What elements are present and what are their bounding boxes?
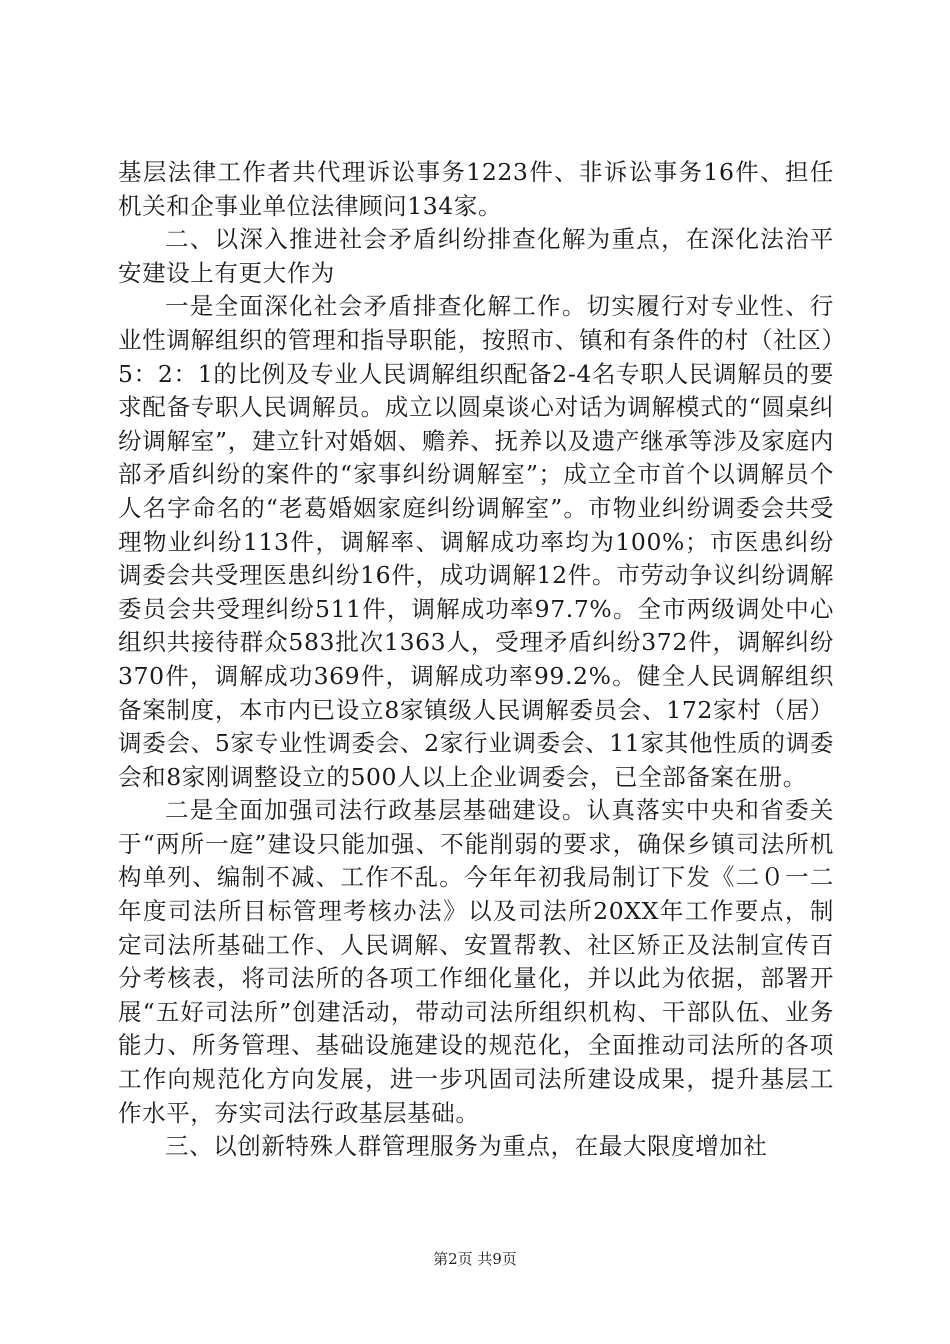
document-body xyxy=(118,156,834,1164)
paragraph-continuation: 基层法律工作者共代理诉讼事务1223件、非诉讼事务16件、担任机关和企事业单位法律顾问134家。 xyxy=(118,158,834,220)
paragraph-grassroots-construction: 二是全面加强司法行政基层基础建设。认真落实中央和省委关于“两所一庭”建设只能加强、不能削弱的要求，确保乡镇司法所机构单列、编制不减、工作不乱。今年年初我局制订下发《二０一二年度司法所目标管理考核办法》以及司法所20XX年工作要点，制定司法所基础工作、人民调解、安置帮教、社区矫正及法制宣传百分考核表，将司法所的各项工作细化量化，并以此为依据，部署开展“五好司法所”创建活动，带动司法所组织机构、干部队伍、业务能力、所务管理、基础设施建设的规范化，全面推动司法所的各项工作向规范化方向发展，进一步巩固司法所建设成果，提升基层工作水平，夯实司法行政基层基础。 xyxy=(118,796,834,1127)
paragraph-dispute-resolution: 一是全面深化社会矛盾排查化解工作。切实履行对专业性、行业性调解组织的管理和指导职能，按照市、镇和有条件的村（社区）5：2：1的比例及专业人民调解组织配备2-4名专职人民调解员的要求配备专职人民调解员。成立以圆桌谈心对话为调解模式的“圆桌纠纷调解室”，建立针对婚姻、赡养、抚养以及遗产继承等涉及家庭内部矛盾纠纷的案件的“家事纠纷调解室”；成立全市首个以调解员个人名字命名的“老葛婚姻家庭纠纷调解室”。市物业纠纷调委会共受理物业纠纷113件，调解率、调解成功率均为100%；市医患纠纷调委会共受理医患纠纷16件，成功调解12件。市劳动争议纠纷调解委员会共受理纠纷511件，调解成功率97.7%。全市两级调处中心组织共接待群众583批次1363人，受理矛盾纠纷372件，调解纠纷370件，调解成功369件，调解成功率99.2%。健全人民调解组织备案制度，本市内已设立8家镇级人民调解委员会、172家村（居）调委会、5家专业性调委会、2家行业调委会、11家其他性质的调委会和8家刚调整设立的500人以上企业调委会，已全部备案在册。 xyxy=(118,292,834,791)
section-heading-two: 二、以深入推进社会矛盾纠纷排查化解为重点，在深化法治平安建设上有更大作为 xyxy=(118,225,834,287)
section-heading-three: 三、以创新特殊人群管理服务为重点，在最大限度增加社 xyxy=(165,1132,768,1161)
page-number-footer: 第2页 共9页 xyxy=(433,1250,517,1268)
